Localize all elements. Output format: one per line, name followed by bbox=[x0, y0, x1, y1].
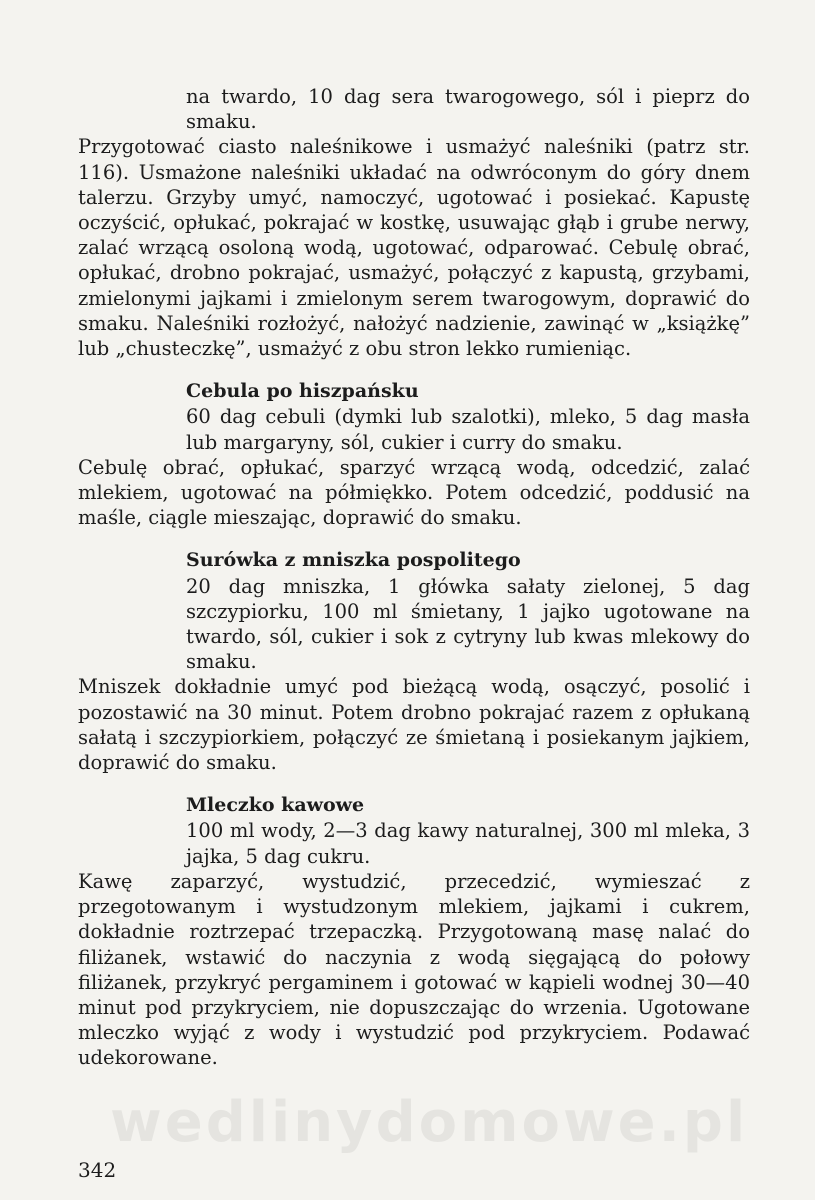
recipe-method: Kawę zaparzyć, wystudzić, przecedzić, wymieszać z przegotowanym i wystudzonym mlekiem, jajkami i cukrem, dokładnie roztrzepać trzepaczką. Przygotowaną masę nalać do filiżanek, wstawić do naczynia z wodą sięgającą do połowy filiżanek, przykryć pergaminem i gotować w kąpieli wodnej 30—40 minut pod przykryciem, nie dopuszczając do wrzenia. Ugotowane mleczko wyjąć z wody i wystudzić pod przykryciem. Podawać udekorowane. bbox=[78, 869, 750, 1070]
recipe-method: Cebulę obrać, opłukać, sparzyć wrzącą wodą, odcedzić, zalać mlekiem, ugotować na półmiękko. Potem odcedzić, poddusić na maśle, ciągle mieszając, doprawić do smaku. bbox=[78, 455, 750, 530]
recipe-method: Mniszek dokładnie umyć pod bieżącą wodą, osączyć, posolić i pozostawić na 30 minut. Potem drobno pokrajać razem z opłukaną sałatą i szczypiorkiem, połączyć ze śmietaną i posiekanym jajkiem, doprawić do smaku. bbox=[78, 675, 750, 775]
recipe-title: Surówka z mniszka pospolitego bbox=[186, 549, 521, 572]
page-number: 342 bbox=[78, 1158, 117, 1182]
recipe-title: Mleczko kawowe bbox=[186, 794, 365, 817]
recipe-ingredients: 60 dag cebuli (dymki lub szalotki), mleko, 5 dag masła lub margaryny, sól, cukier i curry do smaku. bbox=[186, 405, 750, 454]
intro-method: Przygotować ciasto naleśnikowe i usmażyć naleśniki (patrz str. 116). Usmażone naleśniki układać na odwróconym do góry dnem talerzu. Grzyby umyć, namoczyć, ugotować i posiekać. Kapustę oczyścić, opłukać, pokrajać w kostkę, usuwając głąb i grube nerwy, zalać wrzącą osoloną wodą, ugotować, odparować. Cebulę obrać, opłukać, drobno pokrajać, usmażyć, połączyć z kapustą, grzybami, zmielonymi jajkami i zmielonym serem twarogowym, doprawić do smaku. Naleśniki rozłożyć, nałożyć nadzienie, zawinąć w „książkę” lub „chusteczkę”, usmażyć z obu stron lekko rumieniąc. bbox=[78, 135, 750, 361]
page-body bbox=[78, 84, 750, 1071]
intro-ingredients-tail: na twardo, 10 dag sera twarogowego, sól i pieprz do smaku. bbox=[186, 85, 750, 134]
recipe-ingredients: 100 ml wody, 2—3 dag kawy naturalnej, 300 ml mleka, 3 jajka, 5 dag cukru. bbox=[186, 819, 750, 868]
recipe-title: Cebula po hiszpańsku bbox=[186, 380, 419, 403]
recipe-ingredients: 20 dag mniszka, 1 główka sałaty zielonej, 5 dag szczypiorku, 100 ml śmietany, 1 jajko ugotowane na twardo, sól, cukier i sok z cytryny lub kwas mlekowy do smaku. bbox=[186, 574, 750, 674]
watermark: wedlinydomowe.pl bbox=[110, 1090, 749, 1155]
